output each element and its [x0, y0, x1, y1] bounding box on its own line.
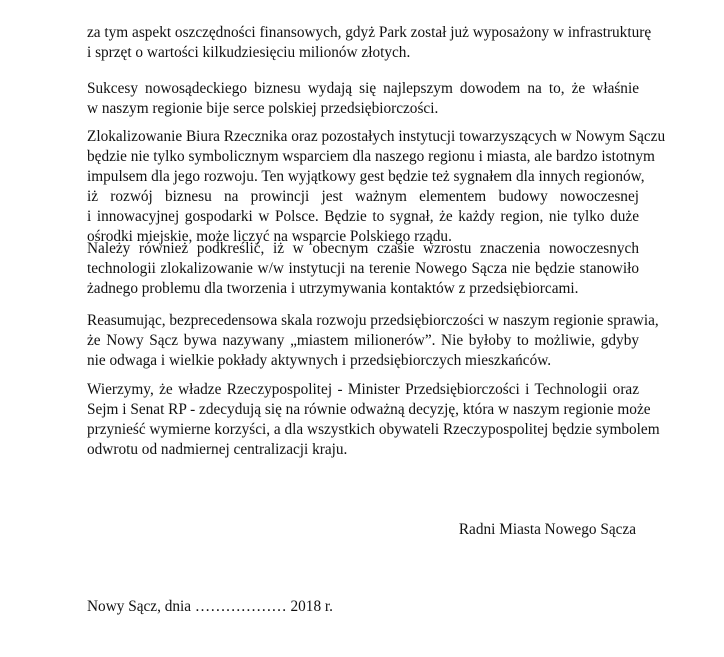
text-line: za tym aspekt oszczędności finansowych, gdyż Park został już wyposażony w infrastrukturę — [87, 24, 652, 41]
text-line: Należy również podkreślić, iż w obecnym czasie wzrostu znaczenia nowoczesnych — [87, 240, 639, 257]
text-line: iż rozwój biznesu na prowincji jest ważnym elementem budowy nowoczesnej — [87, 188, 639, 205]
paragraph-office-location — [87, 127, 666, 247]
text-line: będzie nie tylko symbolicznym wsparciem dla naszego regionu i miasta, ale bardzo istotnym — [87, 148, 655, 165]
text-line: nie odwaga i wielkie pokłady aktywnych i przedsiębiorczych mieszkańców. — [87, 352, 552, 369]
text-line: Sejm i Senat RP - zdecydują się na równie odważną decyzję, która w naszym regionie może — [87, 401, 651, 418]
paragraph-appeal — [87, 380, 660, 460]
text-line: impulsem dla jego rozwoju. Ten wyjątkowy gest będzie też sygnałem dla innych regionów, — [87, 168, 645, 185]
paragraph-modern-technology — [87, 239, 639, 299]
paragraph-financial-savings — [87, 23, 652, 63]
text-line: że Nowy Sącz bywa nazywany „miastem milionerów”. Nie byłoby to możliwie, gdyby — [87, 332, 639, 349]
paragraph-business-success — [87, 79, 639, 119]
place-date: Nowy Sącz, dnia ……………… 2018 r. — [87, 598, 333, 615]
text-line: przynieść wymierne korzyści, a dla wszystkich obywateli Rzeczypospolitej będzie symbolem — [87, 421, 660, 438]
text-line: żadnego problemu dla tworzenia i utrzymywania kontaktów z przedsiębiorcami. — [87, 280, 579, 297]
paragraph-summary — [87, 311, 659, 371]
text-line: w naszym regionie bije serce polskiej przedsiębiorczości. — [87, 100, 439, 117]
text-line: Sukcesy nowosądeckiego biznesu wydają się najlepszym dowodem na to, że właśnie — [87, 80, 639, 97]
text-line: odwrotu od nadmiernej centralizacji kraju. — [87, 441, 348, 458]
text-line: i sprzęt o wartości kilkudziesięciu milionów złotych. — [87, 44, 411, 61]
signature: Radni Miasta Nowego Sącza — [458, 521, 636, 538]
text-line: Reasumując, bezprecedensowa skala rozwoju przedsiębiorczości w naszym regionie sprawia, — [87, 312, 659, 329]
text-line: technologii zlokalizowanie w/w instytucji na terenie Nowego Sącza nie będzie stanowiło — [87, 260, 639, 277]
text-line: Wierzymy, że władze Rzeczypospolitej - Minister Przedsiębiorczości i Technologii oraz — [87, 381, 639, 398]
text-line: ośrodki miejskie, może liczyć na wsparcie Polskiego rządu. — [87, 228, 452, 245]
text-line: Zlokalizowanie Biura Rzecznika oraz pozostałych instytucji towarzyszących w Nowym Sączu — [87, 128, 666, 145]
text-line: i innowacyjnej gospodarki w Polsce. Będzie to sygnał, że każdy region, nie tylko duże — [87, 208, 639, 225]
